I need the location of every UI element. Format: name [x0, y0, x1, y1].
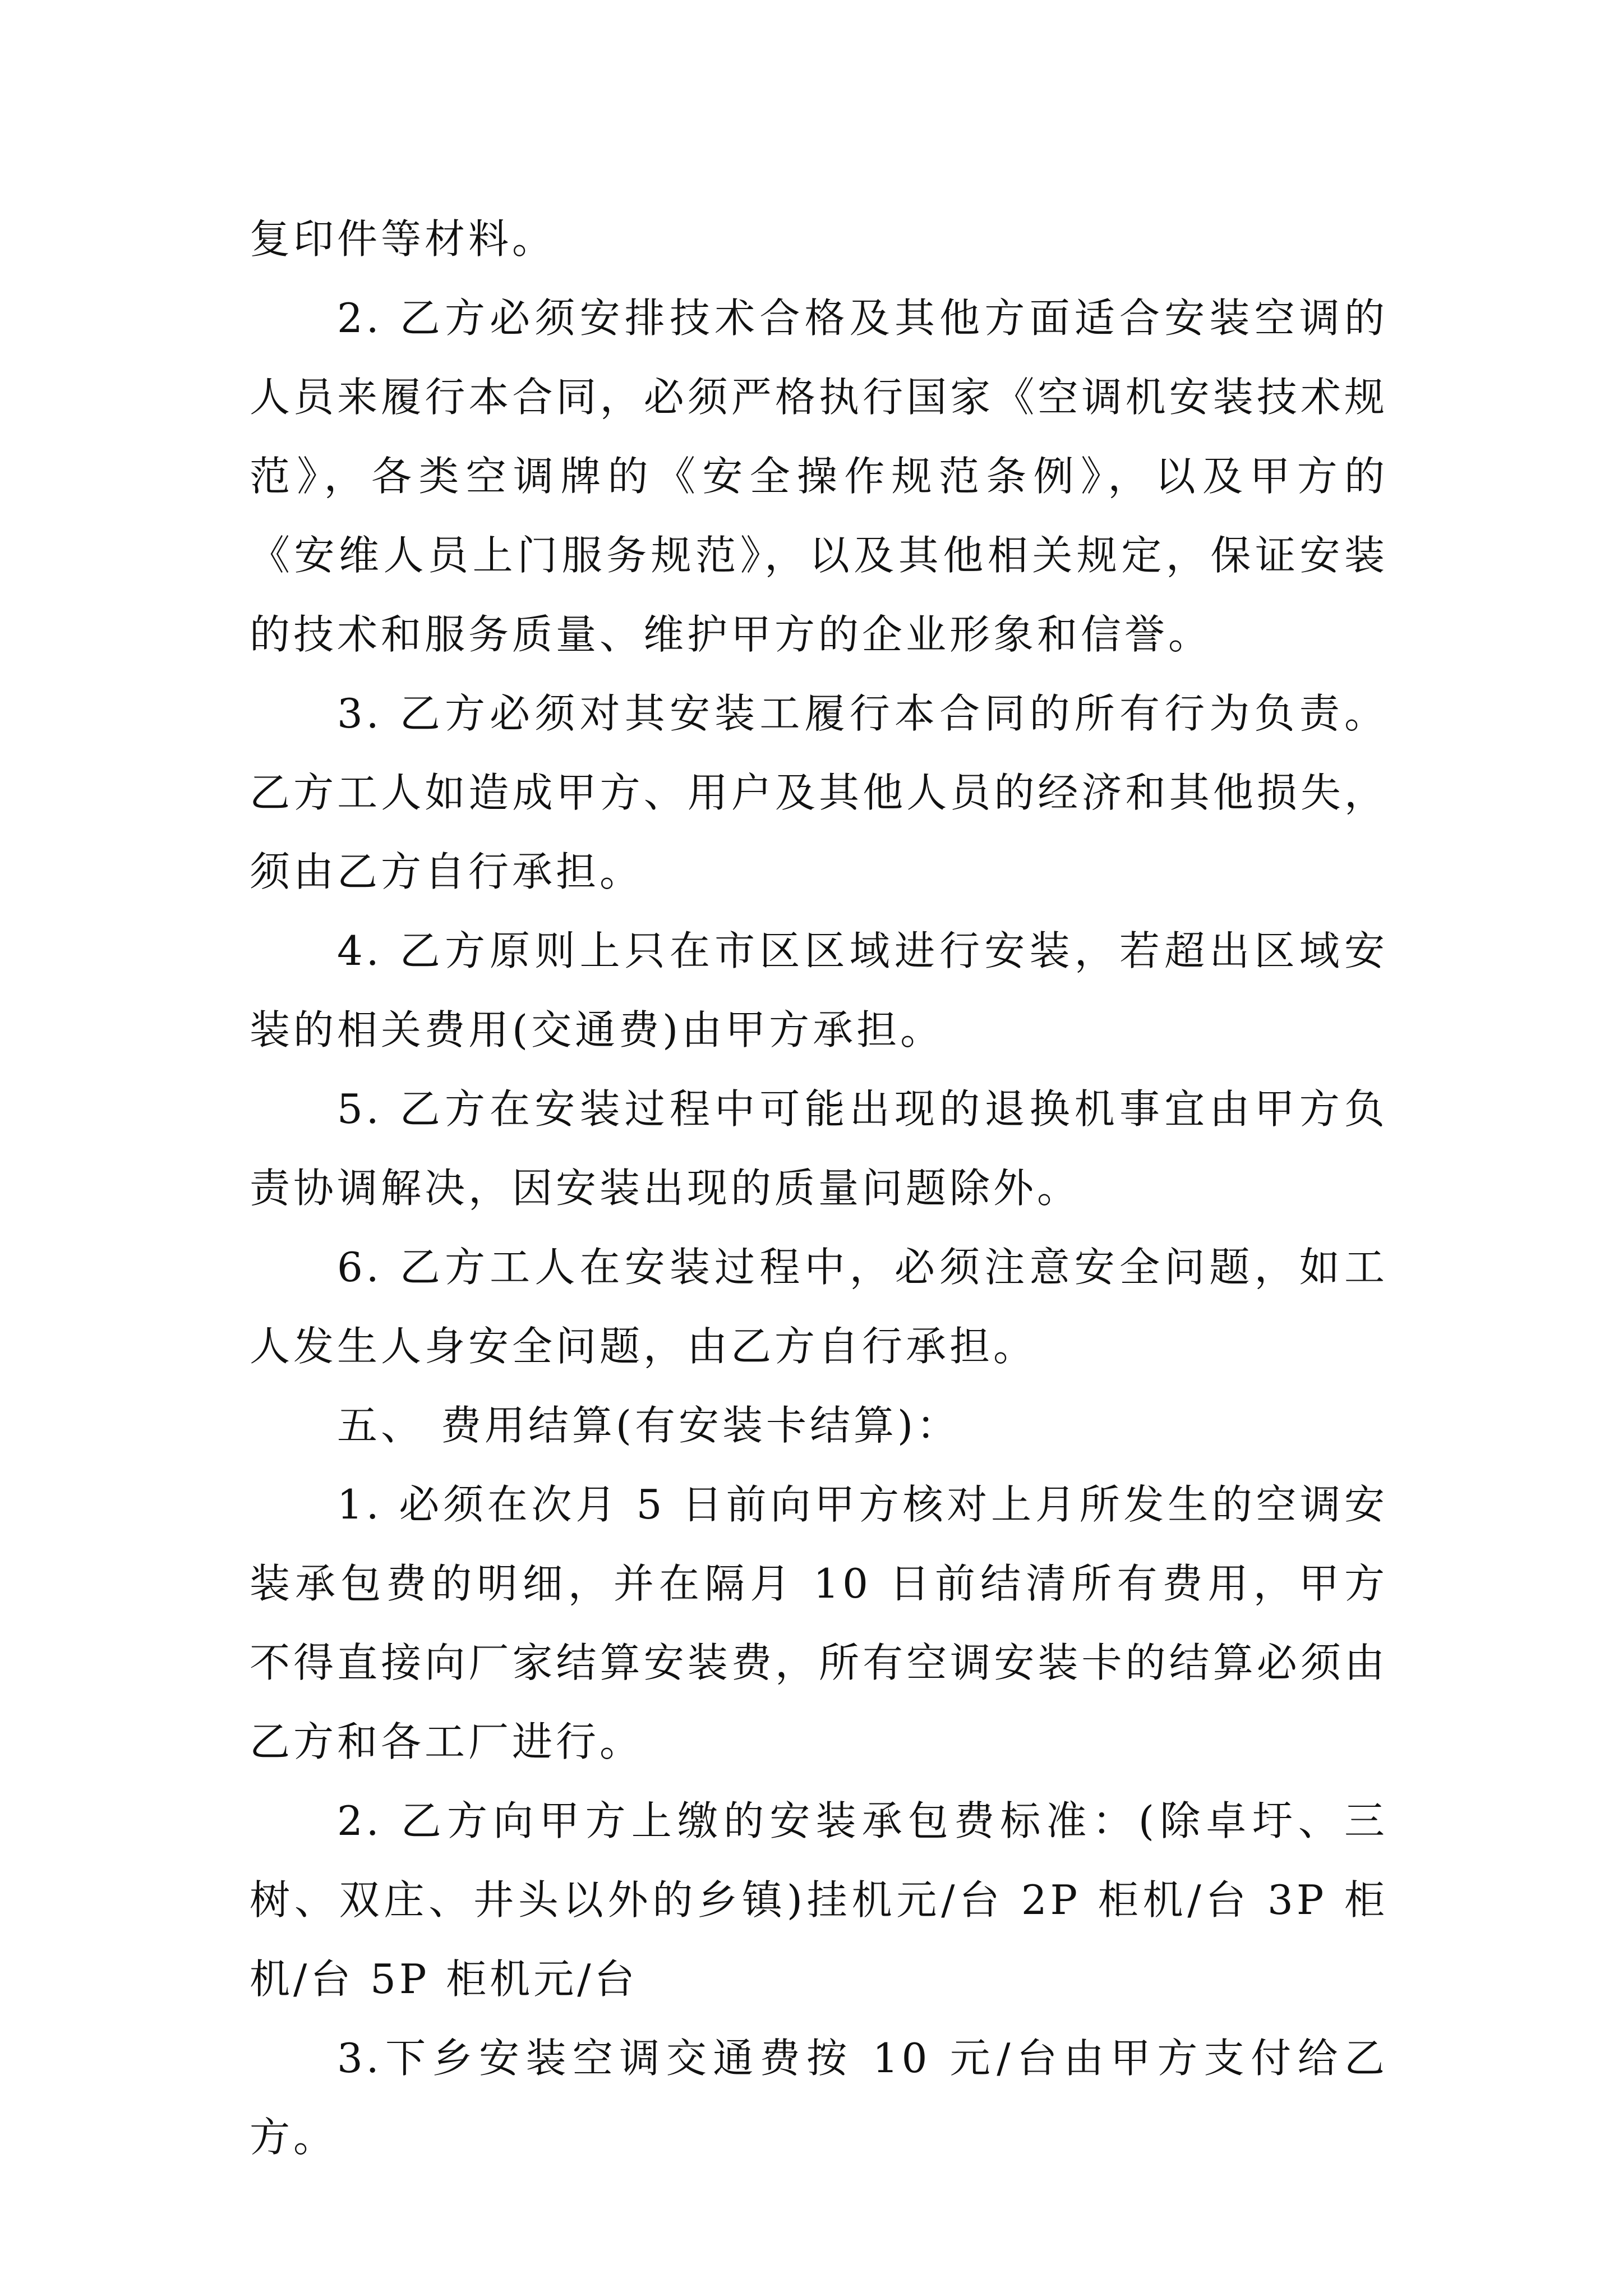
- paragraph-clause-5-3: 3.下乡安装空调交通费按 10 元/台由甲方支付给乙方。: [250, 2035, 1388, 2161]
- paragraph-clause-4-3: 3. 乙方必须对其安装工履行本合同的所有行为负责。乙方工人如造成甲方、用户及其他人员的经济和其他损失，须由乙方自行承担。: [250, 690, 1388, 895]
- paragraph-continuation: 复印件等材料。: [250, 215, 556, 263]
- paragraph-clause-4-5: 5. 乙方在安装过程中可能出现的退换机事宜由甲方负责协调解决，因安装出现的质量问题除外。: [250, 1085, 1388, 1212]
- section-heading-fee-settlement: 五、 费用结算(有安装卡结算)：: [337, 1402, 961, 1449]
- paragraph-clause-4-2: 2. 乙方必须安排技术合格及其他方面适合安装空调的人员来履行本合同，必须严格执行国家《空调机安装技术规范》，各类空调牌的《安全操作规范条例》，以及甲方的《安维人员上门服务规范》，以及其他相关规定，保证安装的技术和服务质量、维护甲方的企业形象和信誉。: [250, 295, 1388, 658]
- paragraph-clause-4-6: 6. 乙方工人在安装过程中，必须注意安全问题，如工人发生人身安全问题，由乙方自行承担。: [250, 1244, 1388, 1370]
- paragraph-clause-5-1: 1. 必须在次月 5 日前向甲方核对上月所发生的空调安装承包费的明细，并在隔月 10 日前结清所有费用，甲方不得直接向厂家结算安装费，所有空调安装卡的结算必须由乙方和各工厂进行。: [250, 1481, 1388, 1765]
- paragraph-clause-5-2: 2. 乙方向甲方上缴的安装承包费标准：(除卓圩、三树、双庄、井头以外的乡镇)挂机元/台 2P 柜机/台 3P 柜机/台 5P 柜机元/台: [250, 1797, 1388, 2003]
- paragraph-clause-4-4: 4. 乙方原则上只在市区区域进行安装，若超出区域安装的相关费用(交通费)由甲方承担。: [250, 927, 1388, 1053]
- document-body: [250, 200, 1388, 2177]
